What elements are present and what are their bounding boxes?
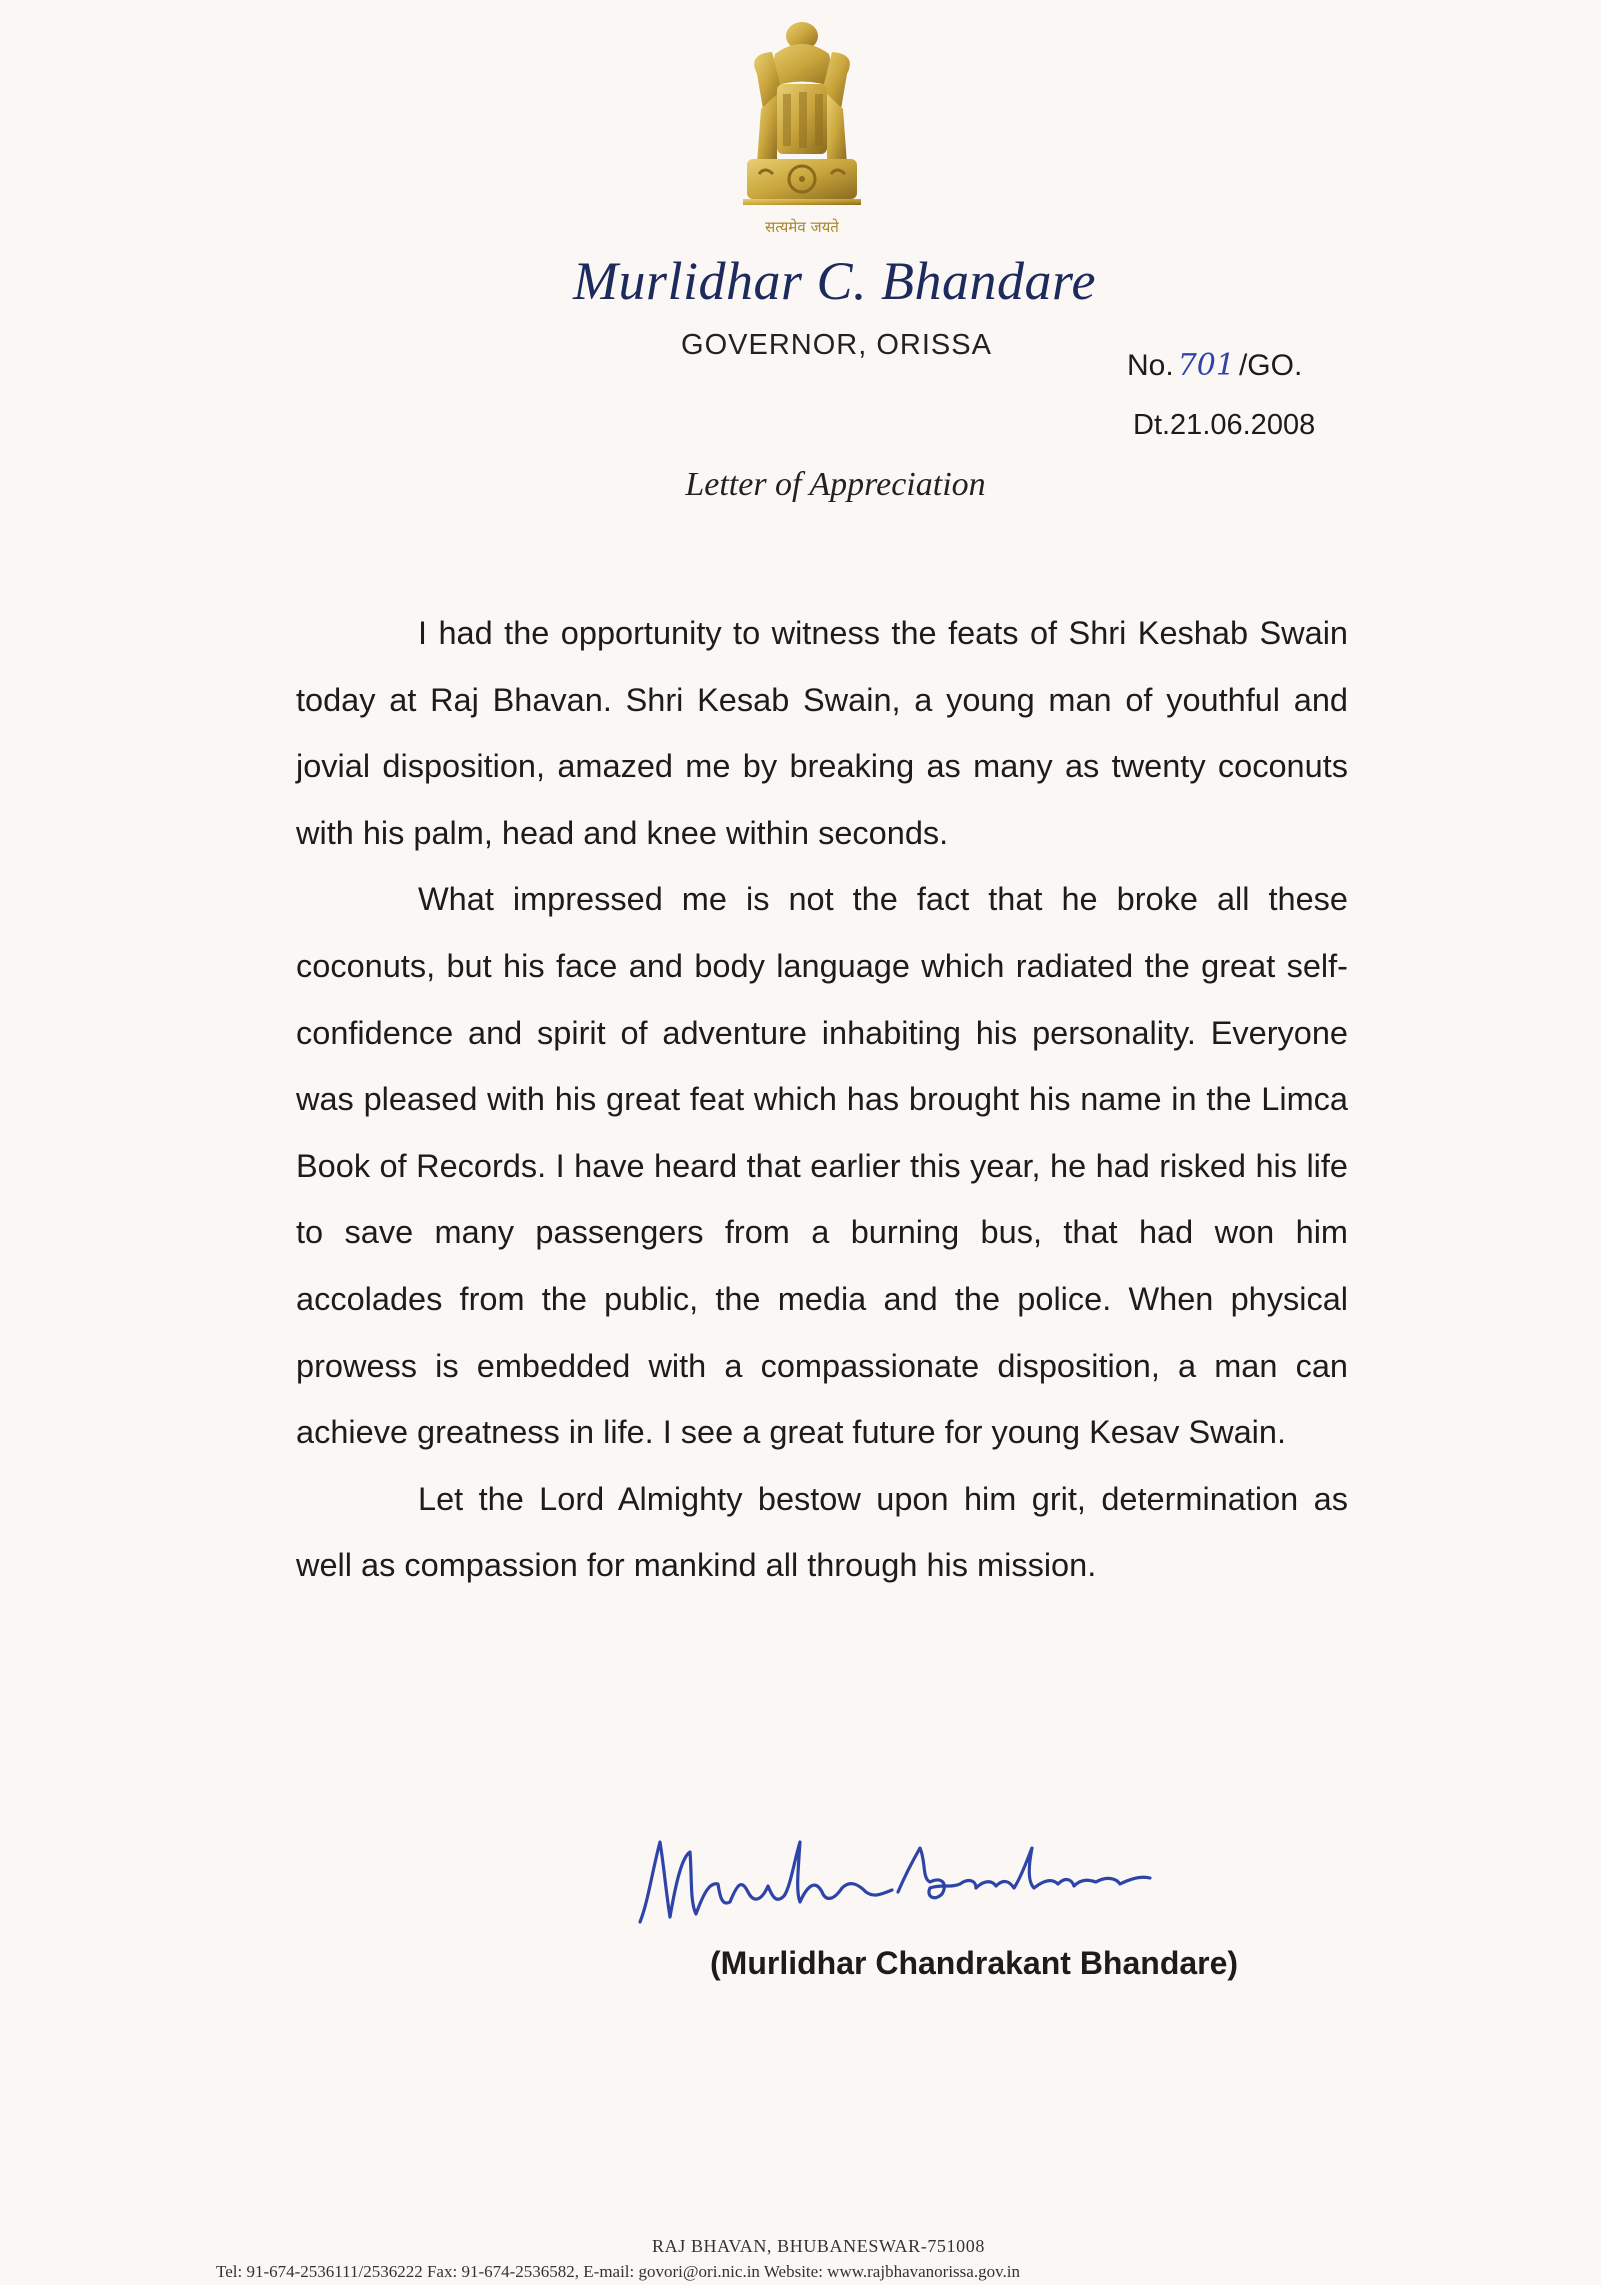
emblem-motto: सत्यमेव जयते: [765, 218, 839, 236]
body-paragraph-2: What impressed me is not the fact that he broke all these coconuts, but his face and body language which radiated the great self-confidence and spirit of adventure inhabiting his personality. Everyone was pleased with his great feat which has brought his name in the Limca Book of Records. I have heard that earlier this year, he had risked his life to save many passengers from a burning bus, that had won him accolades from the public, the media and the police. When physical prowess is embedded with a compassionate disposition, a man can achieve greatness in life. I see a great future for young Kesav Swain.: [296, 881, 1348, 1451]
letter-body: [296, 600, 1348, 1599]
governor-name: Murlidhar C. Bhandare: [573, 251, 1096, 311]
reference-suffix: /GO.: [1238, 349, 1303, 382]
state-emblem-icon: [727, 14, 877, 246]
body-paragraph-3: Let the Lord Almighty bestow upon him grit, determination as well as compassion for mankind all through his mission.: [296, 1480, 1348, 1584]
footer-contact: Tel: 91-674-2536111/2536222 Fax: 91-674-2536582, E-mail: govori@ori.nic.in Website: www.rajbhavanorissa.gov.in: [216, 2262, 1020, 2281]
handwritten-signature: [630, 1822, 1360, 1932]
body-paragraph-1: I had the opportunity to witness the feats of Shri Keshab Swain today at Raj Bhavan. Shri Kesab Swain, a young man of youthful and jovial disposition, amazed me by breaking as many as twenty coconuts with his palm, head and knee within seconds.: [296, 615, 1348, 851]
footer-address: RAJ BHAVAN, BHUBANESWAR-751008: [652, 2236, 985, 2256]
reference-prefix: No.: [1127, 349, 1174, 382]
letter-heading: Letter of Appreciation: [685, 466, 986, 503]
signatory-printed-name: (Murlidhar Chandrakant Bhandare): [710, 1945, 1239, 1981]
letter-date: Dt.21.06.2008: [1133, 409, 1316, 441]
reference-handwritten-number: 701: [1177, 348, 1235, 383]
governor-designation: GOVERNOR, ORISSA: [681, 329, 992, 361]
reference-number: [1127, 348, 1302, 383]
